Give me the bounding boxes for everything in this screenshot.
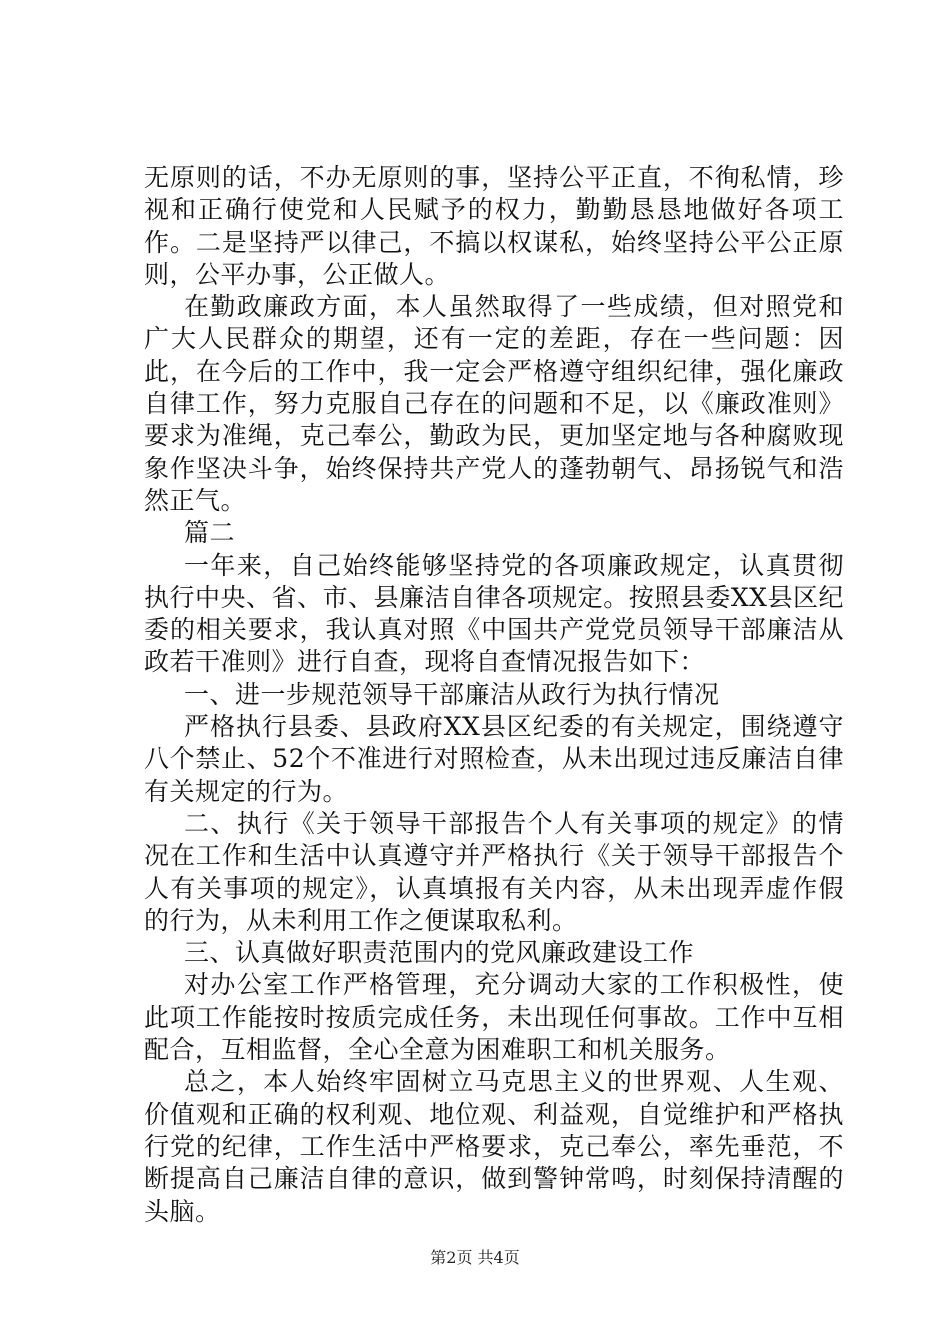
section-heading-1: 一、进一步规范领导干部廉洁从政行为执行情况	[184, 679, 720, 709]
section-heading-3: 三、认真做好职责范围内的党风廉政建设工作	[184, 938, 695, 968]
document-body	[144, 162, 844, 1228]
paragraph-7: 总之，本人始终牢固树立马克思主义的世界观、人生观、价值观和正确的权利观、地位观、利益观，自觉维护和严格执行党的纪律，工作生活中严格要求，克己奉公，率先垂范，不断提高自己廉洁自律的意识，做到警钟常鸣，时刻保持清醒的头脑。	[144, 1067, 844, 1226]
paragraph-5: 二、执行《关于领导干部报告个人有关事项的规定》的情况在工作和生活中认真遵守并严格执行《关于领导干部报告个人有关事项的规定》，认真填报有关内容，从未出现弄虚作假的行为，从未利用工作之便谋取私利。	[144, 808, 844, 935]
page-number-footer: 第2页 共4页	[430, 1248, 520, 1267]
paragraph-3: 一年来，自己始终能够坚持党的各项廉政规定，认真贯彻执行中央、省、市、县廉洁自律各项规定。按照县委XX县区纪委的相关要求，我认真对照《中国共产党党员领导干部廉洁从政若干准则》进行自查，现将自查情况报告如下：	[144, 550, 844, 677]
paragraph-6: 对办公室工作严格管理，充分调动大家的工作积极性，使此项工作能按时按质完成任务，未出现任何事故。工作中互相配合，互相监督，全心全意为困难职工和机关服务。	[144, 970, 844, 1065]
section-heading-part-two: 篇二	[184, 518, 236, 548]
paragraph-2: 在勤政廉政方面，本人虽然取得了一些成绩，但对照党和广大人民群众的期望，还有一定的差距，存在一些问题：因此，在今后的工作中，我一定会严格遵守组织纪律，强化廉政自律工作，努力克服自己存在的问题和不足，以《廉政准则》要求为准绳，克己奉公，勤政为民，更加坚定地与各种腐败现象作坚决斗争，始终保持共产党人的蓬勃朝气、昂扬锐气和浩然正气。	[144, 292, 844, 515]
paragraph-1: 无原则的话，不办无原则的事，坚持公平正直，不徇私情，珍视和正确行使党和人民赋予的权力，勤勤恳恳地做好各项工作。二是坚持严以律己，不搞以权谋私，始终坚持公平公正原则，公平办事，公正做人。	[144, 163, 844, 289]
paragraph-4: 严格执行县委、县政府XX县区纪委的有关规定，围绕遵守八个禁止、52个不准进行对照检查，从未出现过违反廉洁自律有关规定的行为。	[144, 712, 844, 806]
